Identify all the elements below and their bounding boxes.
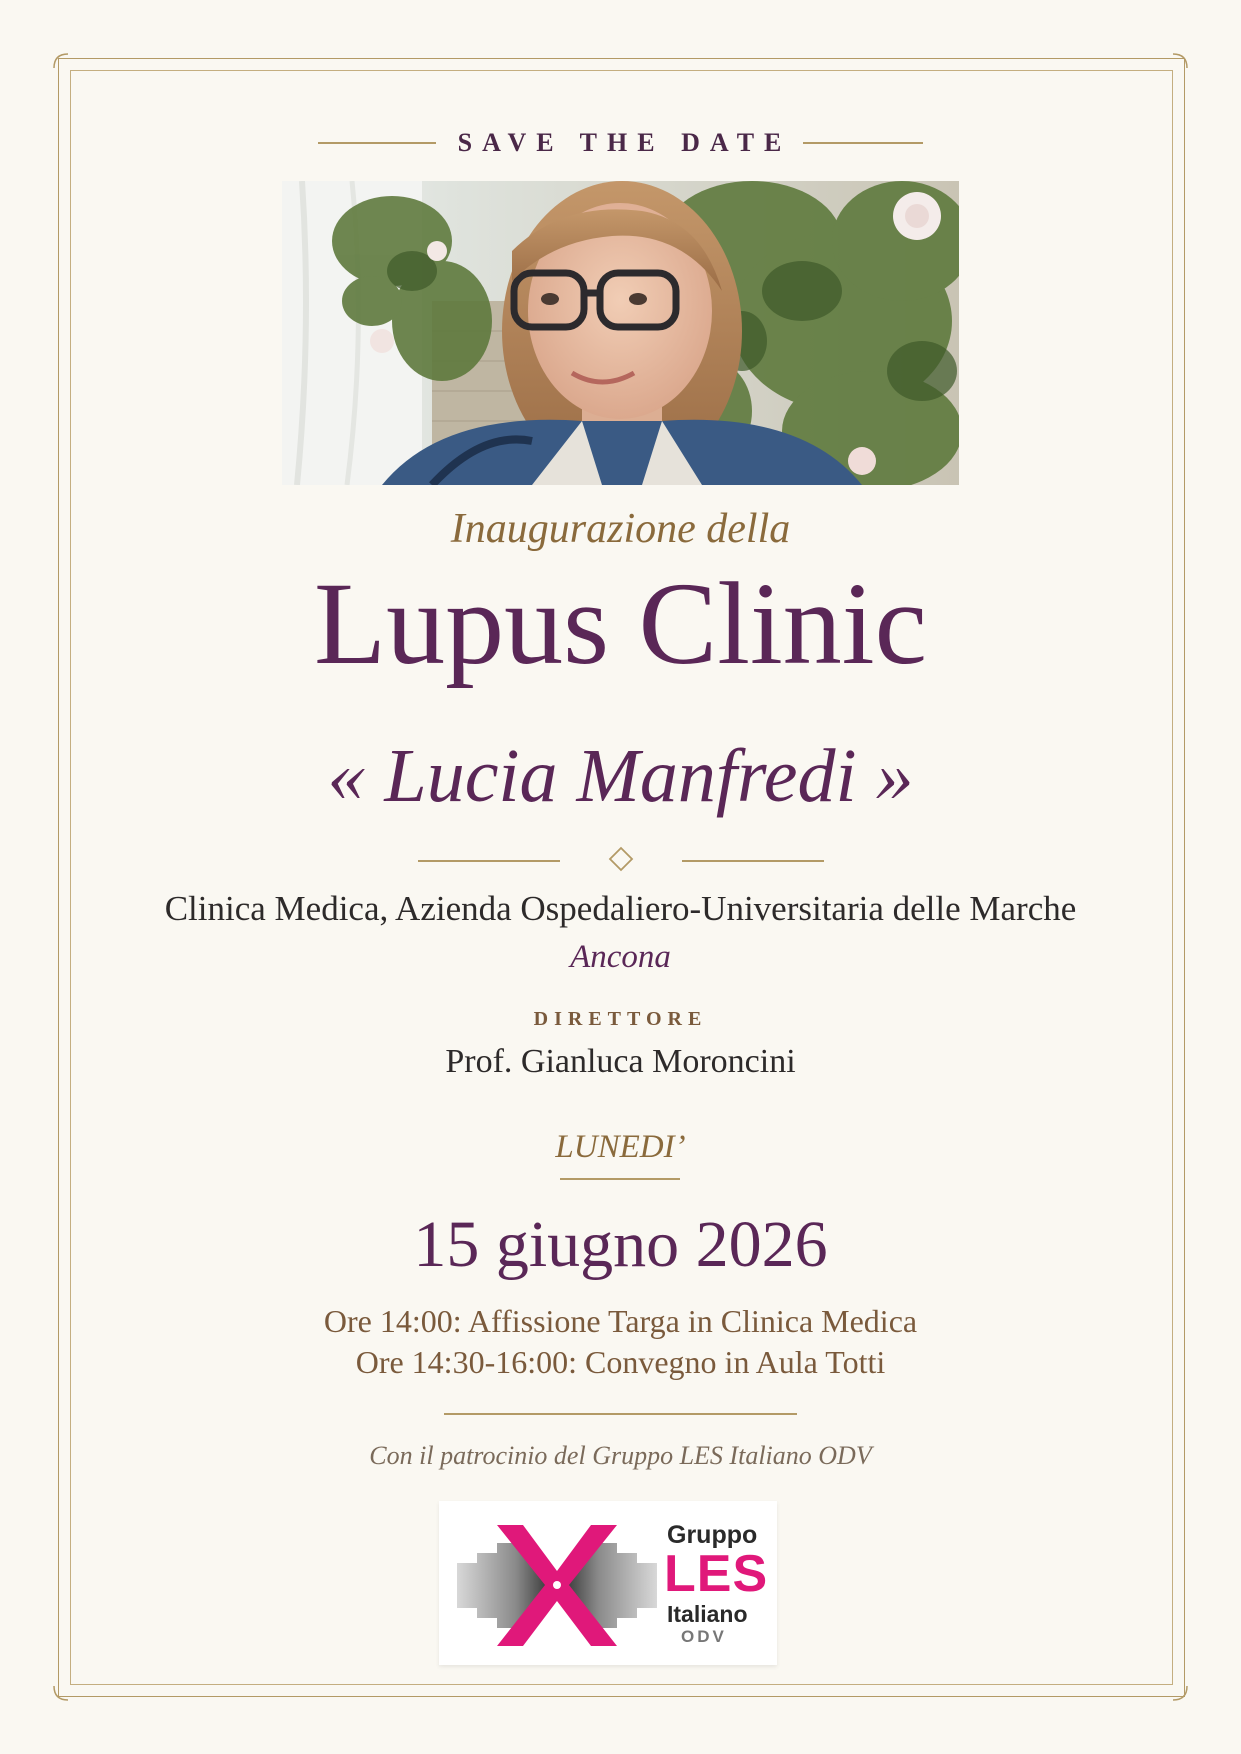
event-weekday: LUNEDI’	[555, 1129, 686, 1165]
director-name: Prof. Gianluca Moroncini	[445, 1043, 796, 1080]
event-title: Lupus Clinic	[314, 558, 927, 689]
logo-text-les: LES	[664, 1545, 769, 1603]
logo-text-odv: ODV	[681, 1627, 727, 1646]
schedule-item: Ore 14:30-16:00: Convegno in Aula Totti	[355, 1344, 886, 1380]
director-role-label: DIRETTORE	[533, 1008, 708, 1030]
corner-ornament-top-left	[52, 52, 70, 70]
portrait-photo	[282, 181, 959, 485]
corner-ornament-bottom-left	[52, 1684, 70, 1702]
event-date: 15 giugno 2026	[413, 1208, 828, 1281]
footer-rule	[444, 1413, 797, 1415]
institution-name: Clinica Medica, Azienda Ospedaliero-Universitaria delle Marche	[164, 889, 1077, 928]
corner-ornament-bottom-right	[1171, 1684, 1189, 1702]
diamond-icon	[608, 846, 634, 876]
header-rule-left	[318, 142, 436, 144]
sponsor-text: Con il patrocinio del Gruppo LES Italiano ODV	[369, 1441, 872, 1470]
ornamental-divider	[0, 846, 1241, 876]
butterfly-icon	[457, 1523, 657, 1652]
logo-text-gruppo: Gruppo	[667, 1521, 758, 1549]
sponsor-logo	[439, 1501, 777, 1665]
save-the-date-header	[0, 128, 1241, 158]
event-dedication: « Lucia Manfredi »	[327, 734, 914, 818]
corner-ornament-top-right	[1171, 52, 1189, 70]
header-rule-right	[803, 142, 923, 144]
divider-rule-right	[682, 860, 824, 862]
save-the-date-label: SAVE THE DATE	[457, 128, 792, 157]
divider-rule-left	[418, 860, 560, 862]
logo-text-italiano: Italiano	[667, 1601, 748, 1627]
weekday-underline	[560, 1178, 680, 1180]
schedule-item: Ore 14:00: Affissione Targa in Clinica Medica	[323, 1303, 918, 1339]
event-kicker: Inaugurazione della	[450, 506, 791, 552]
city-name: Ancona	[570, 939, 671, 975]
